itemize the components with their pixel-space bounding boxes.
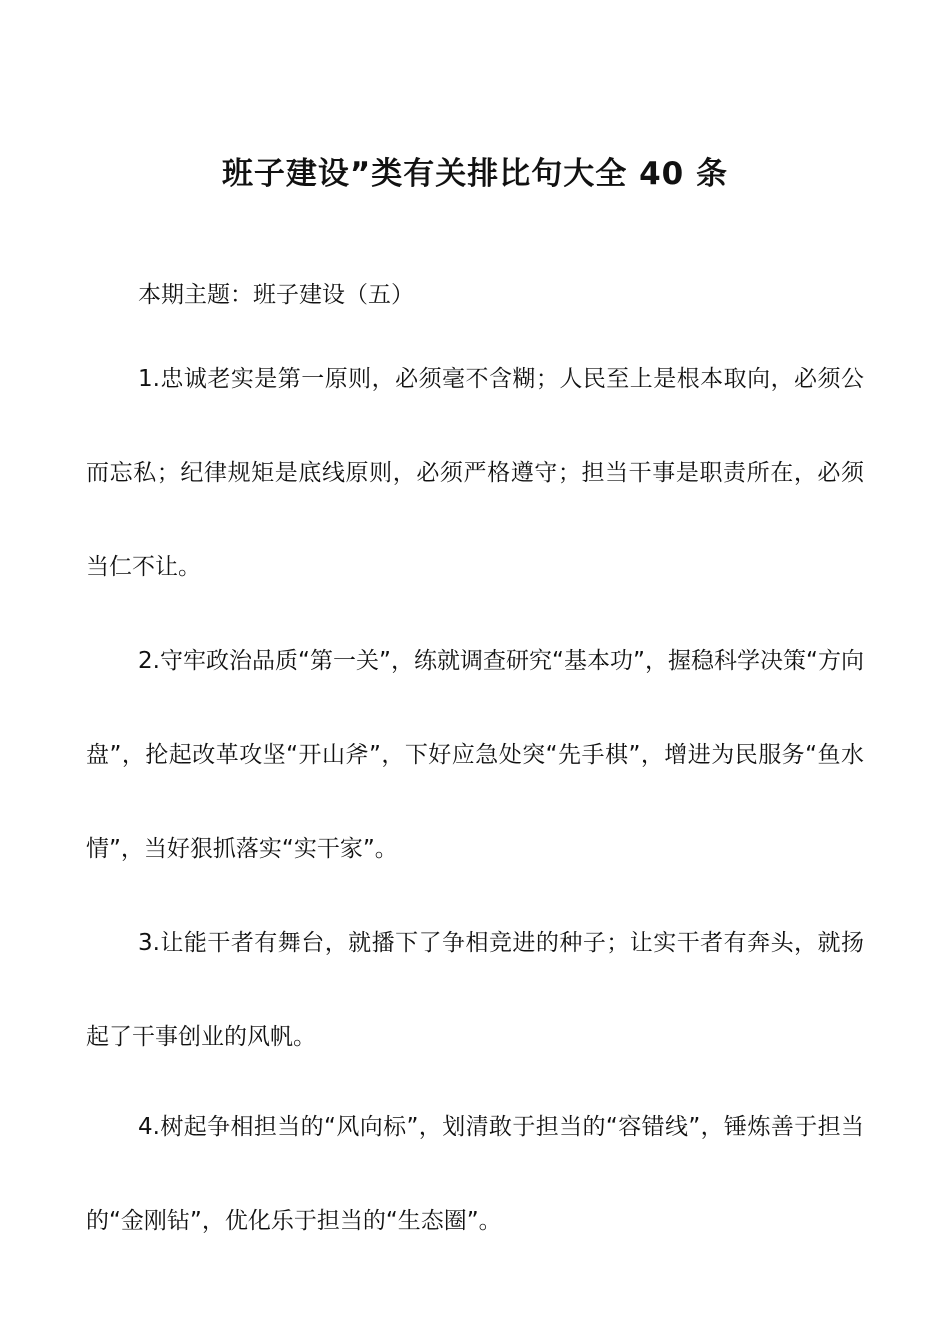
paragraph-1: 1.忠诚老实是第一原则，必须毫不含糊；人民至上是根本取向，必须公而忘私；纪律规矩是底线原则，必须严格遵守；担当干事是职责所在，必须当仁不让。 xyxy=(86,366,864,580)
paragraph-2: 2.守牢政治品质“第一关”，练就调查研究“基本功”，握稳科学决策“方向盘”，抡起改革攻坚“开山斧”，下好应急处突“先手棋”，增进为民服务“鱼水情”，当好狠抓落实“实干家”。 xyxy=(86,648,864,862)
paragraph-4: 4.树起争相担当的“风向标”，划清敢于担当的“容错线”，锤炼善于担当的“金刚钻”，优化乐于担当的“生态圈”。 xyxy=(86,1114,864,1234)
document-title: 班子建设”类有关排比句大全 40 条 xyxy=(221,156,729,192)
paragraph-3: 3.让能干者有舞台，就播下了争相竞进的种子；让实干者有奔头，就扬起了干事创业的风帆。 xyxy=(86,930,864,1050)
document-subtitle: 本期主题：班子建设（五） xyxy=(138,282,414,308)
